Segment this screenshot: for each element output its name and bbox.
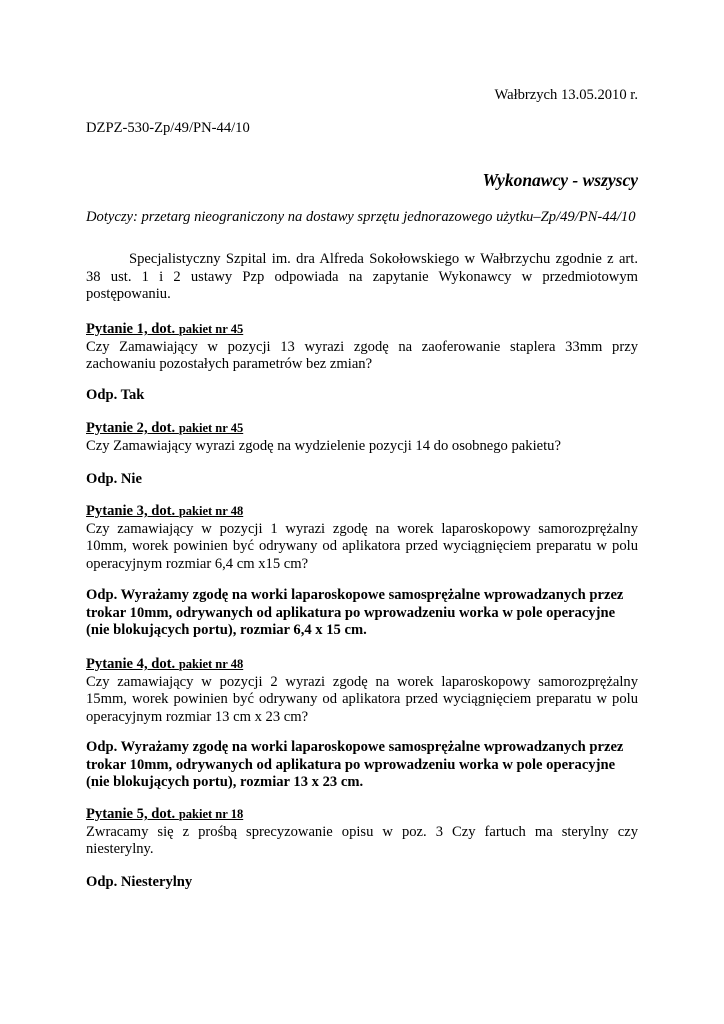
question-package: pakiet nr 48 [178, 657, 244, 671]
place-date: Wałbrzych 13.05.2010 r. [494, 87, 638, 103]
reference-number: DZPZ-530-Zp/49/PN-44/10 [86, 120, 250, 136]
question-heading-label: Pytanie 3, dot. [86, 503, 179, 519]
question-heading [86, 503, 638, 521]
question-heading-label: Pytanie 5, dot. [86, 806, 179, 822]
question-block [86, 503, 638, 573]
question-heading [86, 806, 638, 824]
answer: Odp. Wyrażamy zgodę na worki laparoskopowe samosprężalne wprowadzanych przez trokar 10mm, odrywanych od aplikatura po wprowadzeniu worka w pole operacyjne (nie blokujących portu), rozmiar 6,4 x 15 cm. [86, 587, 624, 638]
question-text: Zwracamy się z prośbą sprecyzowanie opisu w poz. 3 Czy fartuch ma sterylny czy niesterylny. [86, 823, 638, 857]
question-block [86, 806, 638, 859]
question-package: pakiet nr 45 [178, 322, 244, 336]
question-heading [86, 656, 638, 674]
question-text: Czy zamawiający w pozycji 2 wyrazi zgodę na worek laparoskopowy samorozprężalny 15mm, worek powinien być odrywany od aplikatora przed wyciągnięciem preparatu w polu operacyjnym rozmiar 13 cm x 23 cm? [86, 673, 638, 725]
question-text: Czy Zamawiający w pozycji 13 wyrazi zgodę na zaoferowanie staplera 33mm przy zachowaniu pozostałych parametrów bez zmian? [86, 338, 638, 372]
question-block [86, 420, 638, 455]
question-text: Czy Zamawiający wyrazi zgodę na wydzielenie pozycji 14 do osobnego pakietu? [86, 437, 561, 454]
intro-paragraph: Specjalistyczny Szpital im. dra Alfreda Sokołowskiego w Wałbrzychu zgodnie z art. 38 ust. 1 i 2 ustawy Pzp odpowiada na zapytanie Wykonawcy w przedmiotowym postępowaniu. [86, 251, 638, 302]
question-package: pakiet nr 18 [178, 807, 244, 821]
answer: Odp. Nie [86, 471, 142, 487]
question-package: pakiet nr 48 [178, 504, 244, 518]
question-heading [86, 321, 638, 339]
answer: Odp. Wyrażamy zgodę na worki laparoskopowe samosprężalne wprowadzanych przez trokar 10mm, odrywanych od aplikatura po wprowadzeniu worka w pole operacyjne (nie blokujących portu), rozmiar 13 x 23 cm. [86, 739, 624, 790]
addressee: Wykonawcy - wszyscy [482, 170, 638, 190]
subject-line: Dotyczy: przetarg nieograniczony na dostawy sprzętu jednorazowego użytku–Zp/49/PN-44/10 [86, 209, 636, 225]
answer: Odp. Niesterylny [86, 874, 193, 890]
question-block [86, 656, 638, 726]
question-heading-label: Pytanie 1, dot. [86, 321, 179, 337]
question-text: Czy zamawiający w pozycji 1 wyrazi zgodę na worek laparoskopowy samorozprężalny 10mm, worek powinien być odrywany od aplikatora przed wyciągnięciem preparatu w polu operacyjnym rozmiar 6,4 cm x15 cm? [86, 520, 638, 572]
question-heading-label: Pytanie 4, dot. [86, 656, 179, 672]
document-page [86, 0, 638, 1024]
answer: Odp. Tak [86, 387, 145, 403]
question-block [86, 321, 638, 374]
question-package: pakiet nr 45 [178, 421, 244, 435]
question-heading [86, 420, 638, 438]
question-heading-label: Pytanie 2, dot. [86, 420, 179, 436]
